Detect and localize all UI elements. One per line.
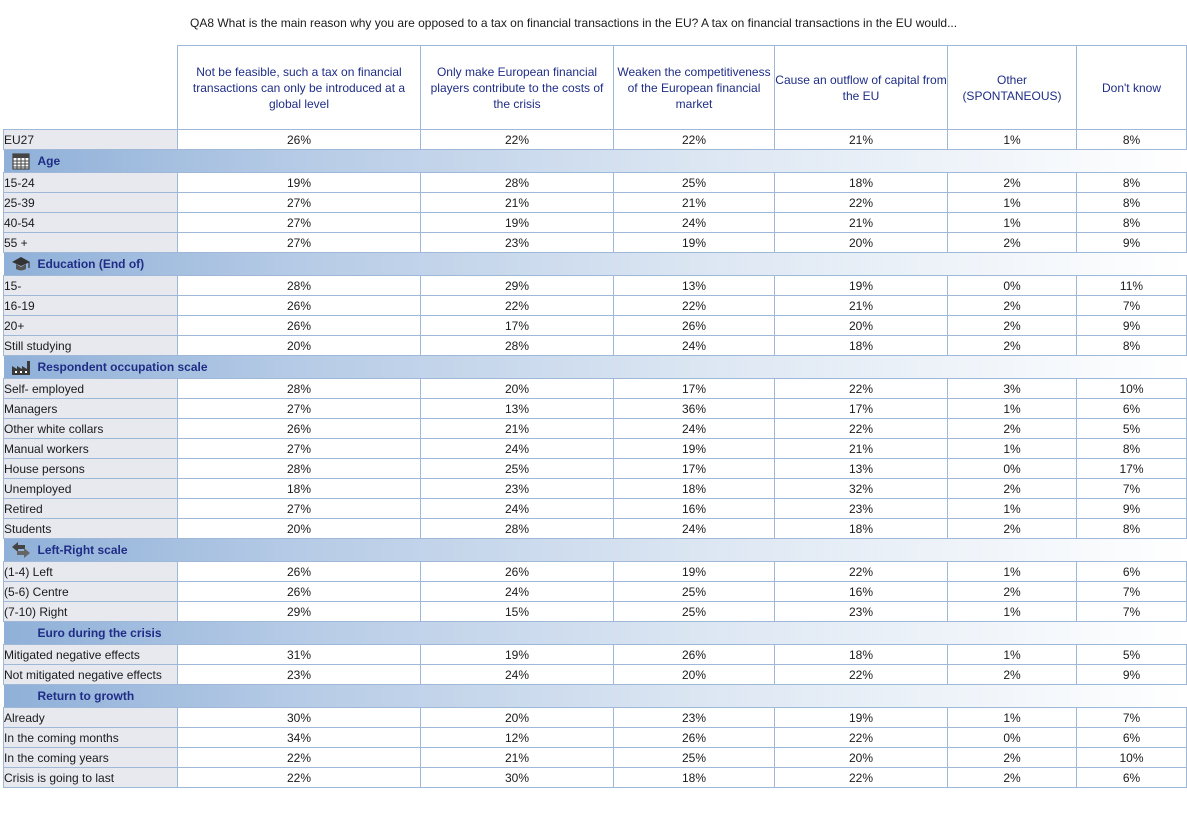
table-cell: 22% xyxy=(178,748,421,768)
table-cell: 19% xyxy=(614,562,775,582)
table-cell: 1% xyxy=(948,439,1077,459)
table-cell: 26% xyxy=(178,419,421,439)
table-cell: 7% xyxy=(1077,602,1187,622)
table-cell: 26% xyxy=(614,728,775,748)
section-header-row xyxy=(4,150,1187,173)
table-row xyxy=(4,316,1187,336)
table-cell: 23% xyxy=(421,233,614,253)
table-cell: 24% xyxy=(421,499,614,519)
table-cell: 6% xyxy=(1077,399,1187,419)
table-cell: 22% xyxy=(775,728,948,748)
table-cell: 24% xyxy=(614,336,775,356)
section-header xyxy=(4,539,1187,562)
table-cell: 26% xyxy=(614,316,775,336)
table-cell: 34% xyxy=(178,728,421,748)
table-cell: 28% xyxy=(178,459,421,479)
table-cell: 28% xyxy=(421,336,614,356)
table-cell: 22% xyxy=(614,296,775,316)
table-cell: 1% xyxy=(948,213,1077,233)
row-label: Retired xyxy=(4,499,178,519)
table-cell: 31% xyxy=(178,645,421,665)
row-label: 25-39 xyxy=(4,193,178,213)
table-row xyxy=(4,173,1187,193)
table-cell: 10% xyxy=(1077,748,1187,768)
table-cell: 10% xyxy=(1077,379,1187,399)
table-row xyxy=(4,459,1187,479)
table-cell: 8% xyxy=(1077,130,1187,150)
table-cell: 13% xyxy=(775,459,948,479)
table-cell: 25% xyxy=(614,748,775,768)
table-cell: 0% xyxy=(948,728,1077,748)
table-row xyxy=(4,708,1187,728)
table-cell: 18% xyxy=(178,479,421,499)
table-row xyxy=(4,379,1187,399)
table-row xyxy=(4,399,1187,419)
table-cell: 20% xyxy=(178,336,421,356)
table-cell: 17% xyxy=(614,459,775,479)
table-cell: 22% xyxy=(775,768,948,788)
table-cell: 0% xyxy=(948,276,1077,296)
row-label: (1-4) Left xyxy=(4,562,178,582)
row-label: 15- xyxy=(4,276,178,296)
table-cell: 21% xyxy=(775,439,948,459)
table-row xyxy=(4,562,1187,582)
table-cell: 26% xyxy=(178,316,421,336)
table-cell: 19% xyxy=(421,213,614,233)
row-label: In the coming years xyxy=(4,748,178,768)
table-row xyxy=(4,296,1187,316)
section-title: Euro during the crisis xyxy=(37,626,162,640)
section-header-row xyxy=(4,685,1187,708)
row-label: 55 + xyxy=(4,233,178,253)
row-label: House persons xyxy=(4,459,178,479)
section-header xyxy=(4,685,1187,708)
row-label: Unemployed xyxy=(4,479,178,499)
row-label: EU27 xyxy=(4,130,178,150)
table-cell: 27% xyxy=(178,193,421,213)
row-label: Already xyxy=(4,708,178,728)
table-cell: 18% xyxy=(775,336,948,356)
table-cell: 27% xyxy=(178,439,421,459)
table-cell: 22% xyxy=(775,419,948,439)
table-cell: 8% xyxy=(1077,439,1187,459)
table-cell: 19% xyxy=(775,276,948,296)
section-title: Age xyxy=(37,154,61,168)
row-label: Self- employed xyxy=(4,379,178,399)
table-cell: 21% xyxy=(421,748,614,768)
table-cell: 2% xyxy=(948,748,1077,768)
table-cell: 24% xyxy=(421,665,614,685)
table-cell: 25% xyxy=(614,582,775,602)
table-cell: 9% xyxy=(1077,499,1187,519)
table-cell: 20% xyxy=(775,316,948,336)
table-cell: 21% xyxy=(775,130,948,150)
table-row xyxy=(4,602,1187,622)
table-row xyxy=(4,439,1187,459)
calendar-icon xyxy=(4,150,38,172)
table-cell: 17% xyxy=(421,316,614,336)
table-cell: 8% xyxy=(1077,213,1187,233)
table-cell: 8% xyxy=(1077,336,1187,356)
table-cell: 6% xyxy=(1077,728,1187,748)
table-cell: 6% xyxy=(1077,562,1187,582)
table-cell: 9% xyxy=(1077,665,1187,685)
table-cell: 7% xyxy=(1077,708,1187,728)
table-cell: 27% xyxy=(178,233,421,253)
table-cell: 28% xyxy=(178,379,421,399)
table-cell: 26% xyxy=(421,562,614,582)
table-cell: 2% xyxy=(948,582,1077,602)
table-cell: 22% xyxy=(775,379,948,399)
table-cell: 29% xyxy=(178,602,421,622)
table-cell: 0% xyxy=(948,459,1077,479)
table-cell: 17% xyxy=(614,379,775,399)
table-cell: 1% xyxy=(948,499,1077,519)
table-cell: 19% xyxy=(775,708,948,728)
table-cell: 27% xyxy=(178,499,421,519)
table-row xyxy=(4,519,1187,539)
table-cell: 2% xyxy=(948,479,1077,499)
table-cell: 26% xyxy=(178,582,421,602)
table-cell: 18% xyxy=(614,479,775,499)
section-title: Left-Right scale xyxy=(37,543,128,557)
table-cell: 28% xyxy=(421,173,614,193)
section-icon-placeholder xyxy=(4,622,38,644)
table-cell: 24% xyxy=(421,439,614,459)
row-label: Manual workers xyxy=(4,439,178,459)
table-cell: 12% xyxy=(421,728,614,748)
table-cell: 20% xyxy=(775,233,948,253)
table-cell: 22% xyxy=(421,130,614,150)
table-cell: 18% xyxy=(775,173,948,193)
table-cell: 1% xyxy=(948,399,1077,419)
table-cell: 1% xyxy=(948,708,1077,728)
table-cell: 36% xyxy=(614,399,775,419)
table-cell: 1% xyxy=(948,645,1077,665)
table-row xyxy=(4,582,1187,602)
table-cell: 30% xyxy=(178,708,421,728)
table-cell: 2% xyxy=(948,296,1077,316)
table-cell: 21% xyxy=(421,419,614,439)
row-label: 40-54 xyxy=(4,213,178,233)
table-cell: 27% xyxy=(178,399,421,419)
table-cell: 8% xyxy=(1077,173,1187,193)
section-title: Respondent occupation scale xyxy=(37,360,208,374)
table-cell: 6% xyxy=(1077,768,1187,788)
table-cell: 26% xyxy=(178,562,421,582)
table-cell: 23% xyxy=(775,499,948,519)
table-row xyxy=(4,336,1187,356)
section-title: Education (End of) xyxy=(37,257,145,271)
column-header: Only make European financial players contribute to the costs of the crisis xyxy=(421,46,614,130)
results-table xyxy=(3,45,1187,788)
table-cell: 1% xyxy=(948,602,1077,622)
table-cell: 32% xyxy=(775,479,948,499)
column-header: Don't know xyxy=(1077,46,1187,130)
table-row xyxy=(4,768,1187,788)
row-label: 20+ xyxy=(4,316,178,336)
table-row xyxy=(4,748,1187,768)
table-cell: 26% xyxy=(614,645,775,665)
table-cell: 18% xyxy=(775,519,948,539)
section-header-row xyxy=(4,253,1187,276)
table-cell: 22% xyxy=(178,768,421,788)
table-cell: 3% xyxy=(948,379,1077,399)
table-cell: 15% xyxy=(421,602,614,622)
column-header: Cause an outflow of capital from the EU xyxy=(775,46,948,130)
table-cell: 5% xyxy=(1077,645,1187,665)
row-label: (7-10) Right xyxy=(4,602,178,622)
table-cell: 13% xyxy=(421,399,614,419)
table-cell: 2% xyxy=(948,173,1077,193)
table-cell: 22% xyxy=(775,193,948,213)
row-label: Not mitigated negative effects xyxy=(4,665,178,685)
table-row xyxy=(4,419,1187,439)
table-cell: 2% xyxy=(948,665,1077,685)
table-cell: 25% xyxy=(614,602,775,622)
table-cell: 21% xyxy=(421,193,614,213)
table-cell: 24% xyxy=(421,582,614,602)
section-header-row xyxy=(4,356,1187,379)
table-cell: 20% xyxy=(775,748,948,768)
table-row xyxy=(4,479,1187,499)
section-title: Return to growth xyxy=(37,689,135,703)
table-cell: 17% xyxy=(1077,459,1187,479)
table-row xyxy=(4,665,1187,685)
table-row-total xyxy=(4,130,1187,150)
table-cell: 28% xyxy=(178,276,421,296)
table-cell: 22% xyxy=(421,296,614,316)
table-cell: 2% xyxy=(948,233,1077,253)
table-cell: 18% xyxy=(614,768,775,788)
table-cell: 20% xyxy=(421,379,614,399)
row-label: Mitigated negative effects xyxy=(4,645,178,665)
table-cell: 7% xyxy=(1077,582,1187,602)
table-title: QA8 What is the main reason why you are opposed to a tax on financial transactions in the EU? A tax on financial transactions in the EU would... xyxy=(190,16,958,30)
table-cell: 2% xyxy=(948,419,1077,439)
table-row xyxy=(4,276,1187,296)
table-cell: 8% xyxy=(1077,519,1187,539)
table-cell: 27% xyxy=(178,213,421,233)
table-cell: 7% xyxy=(1077,479,1187,499)
table-cell: 2% xyxy=(948,316,1077,336)
table-cell: 1% xyxy=(948,562,1077,582)
table-cell: 20% xyxy=(178,519,421,539)
table-cell: 23% xyxy=(614,708,775,728)
left-right-arrows-icon xyxy=(4,539,38,561)
table-row xyxy=(4,728,1187,748)
table-cell: 23% xyxy=(421,479,614,499)
table-cell: 24% xyxy=(614,419,775,439)
table-cell: 20% xyxy=(421,708,614,728)
section-header xyxy=(4,150,1187,173)
graduation-cap-icon xyxy=(4,253,38,275)
table-row xyxy=(4,233,1187,253)
section-icon-placeholder xyxy=(4,685,38,707)
table-cell: 19% xyxy=(178,173,421,193)
table-cell: 22% xyxy=(775,562,948,582)
table-row xyxy=(4,213,1187,233)
table-cell: 19% xyxy=(614,439,775,459)
table-row xyxy=(4,645,1187,665)
table-cell: 23% xyxy=(775,602,948,622)
table-cell: 13% xyxy=(614,276,775,296)
row-label: Still studying xyxy=(4,336,178,356)
table-cell: 16% xyxy=(614,499,775,519)
table-cell: 8% xyxy=(1077,193,1187,213)
table-cell: 22% xyxy=(614,130,775,150)
table-cell: 1% xyxy=(948,193,1077,213)
table-cell: 21% xyxy=(775,213,948,233)
row-label: In the coming months xyxy=(4,728,178,748)
row-label: 16-19 xyxy=(4,296,178,316)
row-label: Students xyxy=(4,519,178,539)
table-cell: 23% xyxy=(178,665,421,685)
table-cell: 29% xyxy=(421,276,614,296)
section-header-row xyxy=(4,622,1187,645)
table-row xyxy=(4,499,1187,519)
row-label: Managers xyxy=(4,399,178,419)
table-row xyxy=(4,193,1187,213)
table-cell: 28% xyxy=(421,519,614,539)
row-label: (5-6) Centre xyxy=(4,582,178,602)
column-header: Weaken the competitiveness of the European financial market xyxy=(614,46,775,130)
row-label: Other white collars xyxy=(4,419,178,439)
header-corner xyxy=(4,46,178,130)
table-cell: 25% xyxy=(421,459,614,479)
table-cell: 5% xyxy=(1077,419,1187,439)
table-cell: 18% xyxy=(775,645,948,665)
table-cell: 2% xyxy=(948,336,1077,356)
table-cell: 26% xyxy=(178,130,421,150)
table-cell: 2% xyxy=(948,768,1077,788)
table-cell: 25% xyxy=(614,173,775,193)
table-cell: 20% xyxy=(614,665,775,685)
row-label: Crisis is going to last xyxy=(4,768,178,788)
table-cell: 26% xyxy=(178,296,421,316)
table-cell: 19% xyxy=(614,233,775,253)
section-header xyxy=(4,356,1187,379)
column-header: Other (SPONTANEOUS) xyxy=(948,46,1077,130)
table-cell: 1% xyxy=(948,130,1077,150)
table-cell: 9% xyxy=(1077,316,1187,336)
row-label: 15-24 xyxy=(4,173,178,193)
table-cell: 24% xyxy=(614,519,775,539)
table-cell: 19% xyxy=(421,645,614,665)
table-cell: 21% xyxy=(775,296,948,316)
table-cell: 24% xyxy=(614,213,775,233)
section-header-row xyxy=(4,539,1187,562)
table-cell: 17% xyxy=(775,399,948,419)
section-header xyxy=(4,622,1187,645)
table-cell: 16% xyxy=(775,582,948,602)
table-cell: 2% xyxy=(948,519,1077,539)
column-header: Not be feasible, such a tax on financial transactions can only be introduced at a global level xyxy=(178,46,421,130)
table-cell: 9% xyxy=(1077,233,1187,253)
factory-icon xyxy=(4,356,38,378)
table-cell: 7% xyxy=(1077,296,1187,316)
table-cell: 11% xyxy=(1077,276,1187,296)
table-cell: 30% xyxy=(421,768,614,788)
table-cell: 21% xyxy=(614,193,775,213)
table-cell: 22% xyxy=(775,665,948,685)
section-header xyxy=(4,253,1187,276)
